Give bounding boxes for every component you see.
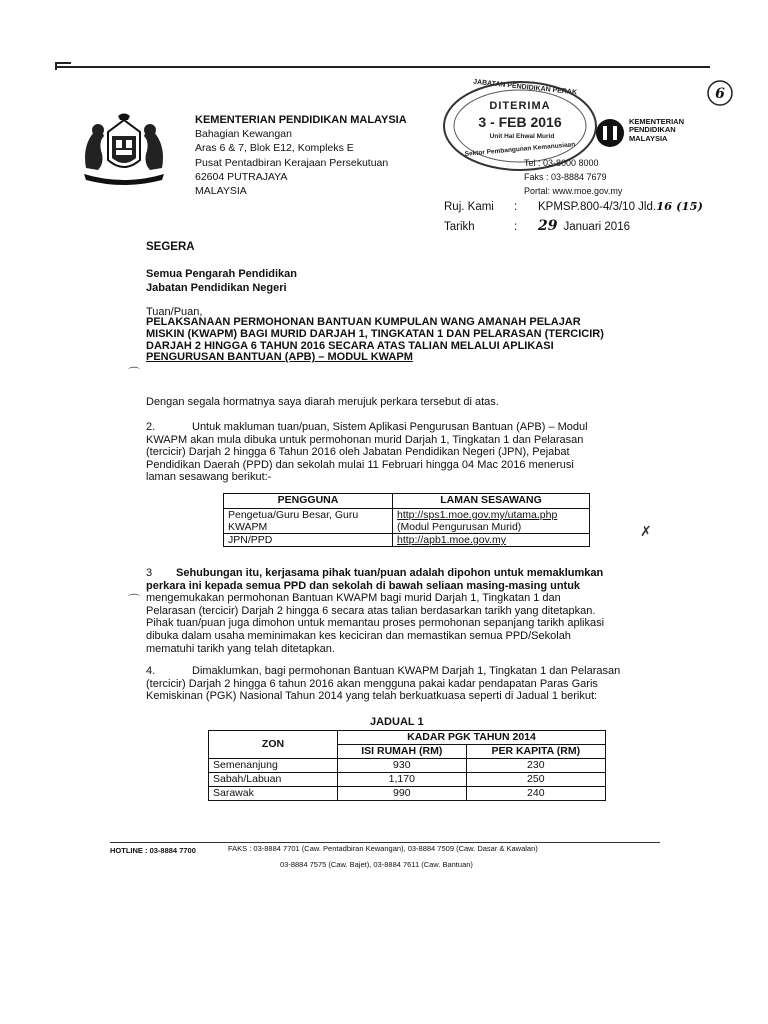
stamp-arc-text: JABATAN PENDIDIKAN PERAK xyxy=(472,78,578,97)
users-table xyxy=(223,493,590,547)
table-row xyxy=(209,773,606,787)
subject-line: DARJAH 2 HINGGA 6 TAHUN 2016 SECARA ATAS TALIAN MELALUI APLIKASI xyxy=(146,339,554,352)
column-header: ISI RUMAH (RM) xyxy=(338,745,467,759)
para-line: (tercicir) Darjah 2 hingga 6 tahun 2016 akan mengguna pakai kadar pendapatan Paras Garis xyxy=(146,677,598,690)
table-row xyxy=(209,759,606,773)
isi-rumah-cell: 1,170 xyxy=(338,773,467,787)
paragraph-3 xyxy=(146,567,636,655)
column-header: ZON xyxy=(209,731,338,759)
address-line: MALAYSIA xyxy=(195,185,247,198)
site-link[interactable]: http://sps1.moe.gov.my/utama.php xyxy=(397,509,558,521)
address-line: 62604 PUTRAJAYA xyxy=(195,170,288,183)
column-group-header: KADAR PGK TAHUN 2014 xyxy=(338,731,606,745)
column-header: LAMAN SESAWANG xyxy=(393,494,590,509)
portal: Portal: www.moe.gov.my xyxy=(524,186,623,196)
address-line: Pusat Pentadbiran Kerajaan Persekutuan xyxy=(195,156,389,169)
stamp-unit: Unit Hal Ehwal Murid xyxy=(489,133,555,140)
para-line: Sehubungan itu, kerjasama pihak tuan/puan adalah dipohon untuk memaklumkan xyxy=(176,567,604,579)
table-row xyxy=(224,534,590,547)
stamp-sector: Sektor Pembangunan Kemanusiaan xyxy=(464,141,576,158)
salutation: Tuan/Puan, xyxy=(146,306,203,318)
zone-cell: Semenanjung xyxy=(209,759,338,773)
para-line: (tercicir) Darjah 2 hingga 6 Tahun 2016 oleh Jabatan Pendidikan Negeri (JPN), Pejabat xyxy=(146,446,570,459)
handwritten-page-number xyxy=(705,79,735,107)
tarikh-value: Januari 2016 xyxy=(563,221,630,233)
address-line: Aras 6 & 7, Blok E12, Kompleks E xyxy=(195,142,354,155)
per-kapita-cell: 230 xyxy=(466,759,605,773)
zone-cell: Sarawak xyxy=(209,787,338,801)
para-line: Untuk makluman tuan/puan, Sistem Aplikasi Pengurusan Bantuan (APB) – Modul xyxy=(192,421,588,433)
logo-label-line: KEMENTERIAN xyxy=(629,117,685,126)
table-cell xyxy=(393,534,590,547)
ministry-name: KEMENTERIAN PENDIDIKAN MALAYSIA xyxy=(195,114,407,126)
table-title: JADUAL 1 xyxy=(370,716,424,728)
top-border-line xyxy=(55,66,710,68)
recipient-block xyxy=(146,267,297,295)
opening-paragraph: Dengan segala hormatnya saya diarah merujuk perkara tersebut di atas. xyxy=(146,396,499,408)
per-kapita-cell: 250 xyxy=(466,773,605,787)
site-note: (Modul Pengurusan Murid) xyxy=(397,521,522,533)
top-border-tick xyxy=(55,62,71,70)
subject-line: PELAKSANAAN PERMOHONAN BANTUAN KUMPULAN WANG AMANAH PELAJAR xyxy=(146,316,581,328)
logo-label xyxy=(629,118,684,143)
para-number: 4. xyxy=(146,665,156,677)
para-line: Dimaklumkan, bagi permohonan Bantuan KWAPM Darjah 1, Tingkatan 1 dan Pelarasan xyxy=(192,665,621,677)
table-cell xyxy=(393,509,590,534)
ruj-value: KPMSP.800-4/3/10 Jld. xyxy=(538,201,657,213)
tarikh-day-handwritten: 29 xyxy=(538,218,558,234)
address-line: Bahagian Kewangan xyxy=(195,128,292,141)
subject-line: PENGURUSAN BANTUAN (APB) – MODUL KWAPM xyxy=(146,351,413,364)
footer-faks-line: FAKS : 03-8884 7701 (Caw. Pentadbiran Kewangan), 03-8884 7509 (Caw. Dasar & Kawalan) xyxy=(228,844,538,853)
para-line: Kemiskinan (PGK) Nasional Tahun 2014 yang telah berkuatkuasa seperti di Jadual 1 berikut: xyxy=(146,690,598,703)
logo-label-line: MALAYSIA xyxy=(629,133,668,143)
para-line: dibuka dalam usaha meminimakan kes keciciran dan memastikan semua PPD/Sekolah xyxy=(146,629,571,642)
para-line: Pendidikan Daerah (PPD) dan sekolah mulai 11 Februari hingga 04 Mac 2016 menerusi xyxy=(146,458,574,471)
para-line: mematuhi tarikh yang telah ditetapkan. xyxy=(146,642,335,655)
para-line: Pihak tuan/puan juga dimohon untuk memantau proses permohonan sepanjang tarikh aplikasi xyxy=(146,617,605,630)
contact-block xyxy=(524,156,622,198)
recipient-line: Jabatan Pendidikan Negeri xyxy=(146,282,287,294)
tel: Tel : 03-8000 8000 xyxy=(524,158,599,168)
footer-divider xyxy=(110,842,660,843)
tarikh-label: Tarikh xyxy=(444,221,475,233)
logo-label-line: PENDIDIKAN xyxy=(629,125,676,135)
para-line: KWAPM akan mula dibuka untuk permohonan murid Darjah 1, Tingkatan 1 dan Pelarasan xyxy=(146,433,584,446)
isi-rumah-cell: 930 xyxy=(338,759,467,773)
para-line: perkara ini kepada semua PPD dan sekolah di bawah seliaan masing-masing untuk xyxy=(146,579,581,592)
ruj-handwritten: 16 (15) xyxy=(656,199,703,213)
margin-mark: ⌒ xyxy=(128,593,141,607)
column-header: PENGGUNA xyxy=(224,494,393,509)
urgent-label: SEGERA xyxy=(146,241,195,253)
para-line: laman sesawang berikut:- xyxy=(146,471,272,484)
recipient-line: Semua Pengarah Pendidikan xyxy=(146,268,297,280)
para-number: 3 xyxy=(146,567,153,579)
para-line: Pelarasan (tercicir) Darjah 2 hingga 6 secara atas talian berdasarkan tarikh yang ditetapkan. xyxy=(146,604,596,617)
faks: Faks : 03-8884 7679 xyxy=(524,172,607,182)
malaysia-coat-of-arms-icon xyxy=(78,112,170,188)
reference-block: Ruj. Kami : KPMSP.800-4/3/10 Jld.16 (15) Tarikh : 29 Januari 2016 xyxy=(444,197,703,237)
stamp-received: DITERIMA xyxy=(489,100,551,112)
zone-cell: Sabah/Labuan xyxy=(209,773,338,787)
margin-mark: ⌒ xyxy=(128,366,141,380)
ministry-logo-icon xyxy=(594,117,626,149)
footer-faks-line: 03-8884 7575 (Caw. Bajet), 03-8884 7611 (Caw. Bantuan) xyxy=(280,860,473,869)
per-kapita-cell: 240 xyxy=(466,787,605,801)
table-row xyxy=(224,509,590,534)
para-line: mengemukakan permohonan Bantuan KWAPM bagi murid Darjah 1, Tingkatan 1 dan xyxy=(146,592,561,605)
page-number-text: 6 xyxy=(715,86,725,102)
table-row xyxy=(209,787,606,801)
handwritten-mark: ✗ xyxy=(640,523,652,539)
isi-rumah-cell: 990 xyxy=(338,787,467,801)
site-link[interactable]: http://apb1.moe.gov.my xyxy=(397,534,506,546)
subject-line: MISKIN (KWAPM) BAGI MURID DARJAH 1, TINGKATAN 1 DAN PELARASAN (TERCICIR) xyxy=(146,327,604,340)
ruj-label: Ruj. Kami xyxy=(444,201,494,213)
table-cell: JPN/PPD xyxy=(224,534,393,547)
ministry-address-block xyxy=(195,113,407,198)
pgk-table xyxy=(208,730,606,801)
paragraph-2 xyxy=(146,421,636,484)
subject-heading xyxy=(146,317,639,364)
column-header: PER KAPITA (RM) xyxy=(466,745,605,759)
paragraph-4 xyxy=(146,665,636,703)
stamp-date: 3 - FEB 2016 xyxy=(478,114,562,130)
table-cell: Pengetua/Guru Besar, Guru KWAPM xyxy=(224,509,393,534)
para-number: 2. xyxy=(146,421,156,433)
footer-hotline: HOTLINE : 03-8884 7700 xyxy=(110,846,196,855)
